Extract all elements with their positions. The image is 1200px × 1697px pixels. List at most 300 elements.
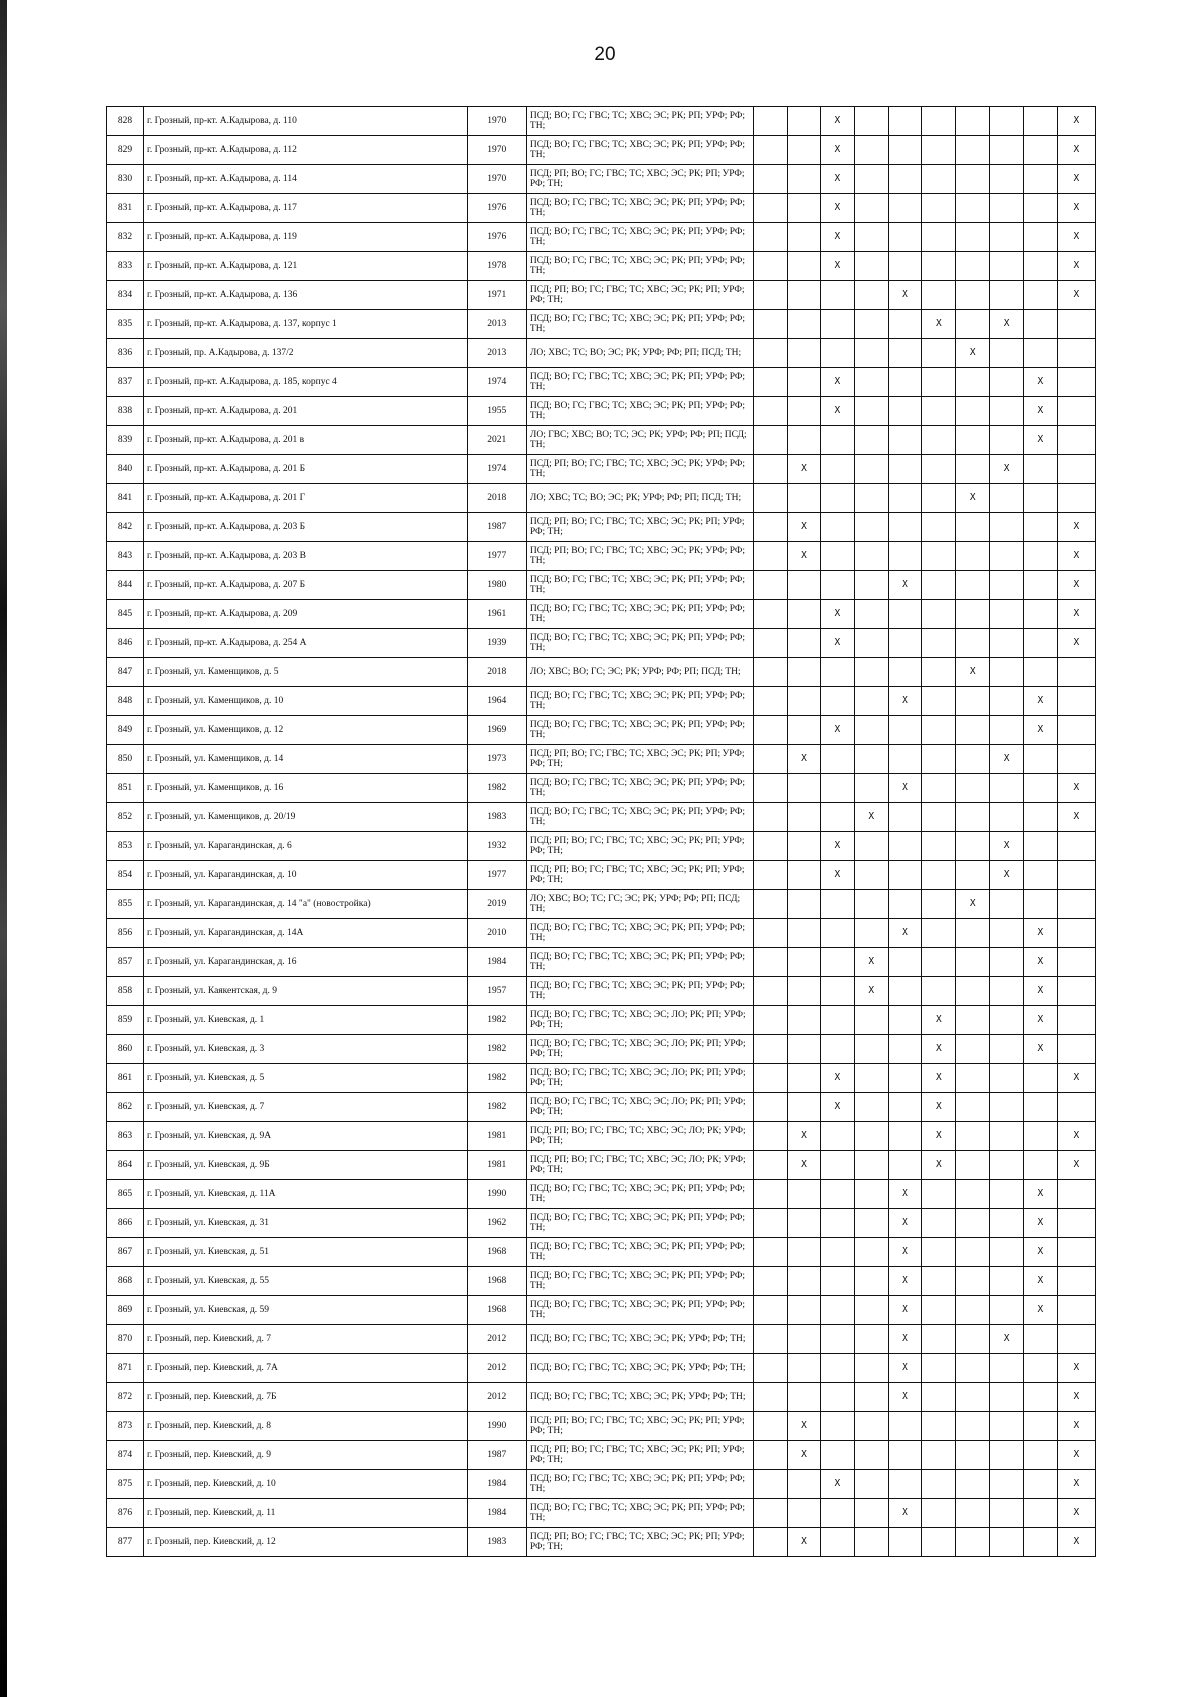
period-mark-cell <box>922 890 956 919</box>
period-mark-cell: X <box>820 629 854 658</box>
period-mark-cell <box>888 977 922 1006</box>
period-mark-cell <box>820 484 854 513</box>
period-mark-cell: X <box>1024 1006 1058 1035</box>
table-row <box>107 542 1096 571</box>
period-mark-cell: X <box>820 107 854 136</box>
table-row <box>107 1209 1096 1238</box>
period-mark-cell: X <box>1024 1180 1058 1209</box>
table-row <box>107 281 1096 310</box>
works-list: ПСД; ВО; ГС; ГВС; ТС; ХВС; ЭС; РК; РП; УРФ; РФ; ТН; <box>526 629 753 658</box>
period-mark-cell <box>788 600 821 629</box>
address: г. Грозный, пр-кт. А.Кадырова, д. 117 <box>144 194 468 223</box>
period-mark-cell <box>788 136 821 165</box>
period-mark-cell <box>956 1528 990 1557</box>
period-mark-cell <box>754 1238 788 1267</box>
period-mark-cell <box>956 513 990 542</box>
period-mark-cell <box>956 310 990 339</box>
period-mark-cell: X <box>788 1151 821 1180</box>
period-mark-cell: X <box>1057 1499 1095 1528</box>
period-mark-cell <box>820 1412 854 1441</box>
period-mark-cell <box>820 1383 854 1412</box>
row-number: 830 <box>107 165 144 194</box>
period-mark-cell <box>854 1180 888 1209</box>
row-number: 875 <box>107 1470 144 1499</box>
period-mark-cell: X <box>1024 977 1058 1006</box>
year-built: 1984 <box>467 1470 526 1499</box>
address: г. Грозный, ул. Киевская, д. 3 <box>144 1035 468 1064</box>
period-mark-cell <box>888 745 922 774</box>
period-mark-cell <box>956 774 990 803</box>
period-mark-cell: X <box>922 1151 956 1180</box>
period-mark-cell <box>990 484 1024 513</box>
period-mark-cell <box>888 890 922 919</box>
period-mark-cell <box>922 977 956 1006</box>
period-mark-cell <box>854 1441 888 1470</box>
address: г. Грозный, пр-кт. А.Кадырова, д. 114 <box>144 165 468 194</box>
period-mark-cell <box>990 1528 1024 1557</box>
table-row <box>107 832 1096 861</box>
works-list: ПСД; РП; ВО; ГС; ГВС; ТС; ХВС; ЭС; РК; РП; УРФ; РФ; ТН; <box>526 1441 753 1470</box>
period-mark-cell <box>854 542 888 571</box>
period-mark-cell: X <box>888 919 922 948</box>
address: г. Грозный, ул. Карагандинская, д. 10 <box>144 861 468 890</box>
period-mark-cell <box>956 1122 990 1151</box>
address: г. Грозный, пр-кт. А.Кадырова, д. 119 <box>144 223 468 252</box>
works-list: ПСД; ВО; ГС; ГВС; ТС; ХВС; ЭС; РК; РП; УРФ; РФ; ТН; <box>526 368 753 397</box>
period-mark-cell <box>922 1296 956 1325</box>
housing-register-table <box>106 106 1096 1557</box>
period-mark-cell <box>754 629 788 658</box>
period-mark-cell <box>754 339 788 368</box>
period-mark-cell <box>820 890 854 919</box>
period-mark-cell <box>754 948 788 977</box>
table-row <box>107 658 1096 687</box>
period-mark-cell <box>754 832 788 861</box>
period-mark-cell <box>990 194 1024 223</box>
period-mark-cell: X <box>922 1035 956 1064</box>
address: г. Грозный, пр-кт. А.Кадырова, д. 201 <box>144 397 468 426</box>
period-mark-cell: X <box>820 861 854 890</box>
period-mark-cell <box>990 803 1024 832</box>
period-mark-cell <box>990 687 1024 716</box>
period-mark-cell <box>1057 861 1095 890</box>
row-number: 864 <box>107 1151 144 1180</box>
period-mark-cell <box>922 542 956 571</box>
period-mark-cell <box>1057 426 1095 455</box>
works-list: ПСД; ВО; ГС; ГВС; ТС; ХВС; ЭС; ЛО; РК; РП; УРФ; РФ; ТН; <box>526 1064 753 1093</box>
year-built: 1974 <box>467 368 526 397</box>
period-mark-cell <box>1024 861 1058 890</box>
table-row <box>107 165 1096 194</box>
table-row <box>107 716 1096 745</box>
scan-edge <box>0 0 7 1697</box>
period-mark-cell <box>1024 571 1058 600</box>
table-row <box>107 600 1096 629</box>
period-mark-cell <box>956 977 990 1006</box>
period-mark-cell <box>754 1383 788 1412</box>
period-mark-cell <box>1057 1209 1095 1238</box>
address: г. Грозный, ул. Карагандинская, д. 16 <box>144 948 468 977</box>
period-mark-cell <box>956 1354 990 1383</box>
period-mark-cell <box>922 629 956 658</box>
period-mark-cell <box>922 687 956 716</box>
period-mark-cell <box>820 687 854 716</box>
period-mark-cell <box>956 1035 990 1064</box>
period-mark-cell <box>990 1296 1024 1325</box>
works-list: ПСД; ВО; ГС; ГВС; ТС; ХВС; ЭС; РК; РП; УРФ; РФ; ТН; <box>526 977 753 1006</box>
period-mark-cell <box>990 368 1024 397</box>
table-row <box>107 513 1096 542</box>
year-built: 1932 <box>467 832 526 861</box>
row-number: 872 <box>107 1383 144 1412</box>
table-row <box>107 745 1096 774</box>
row-number: 842 <box>107 513 144 542</box>
table-row <box>107 1035 1096 1064</box>
period-mark-cell <box>820 571 854 600</box>
year-built: 1969 <box>467 716 526 745</box>
address: г. Грозный, ул. Каякентская, д. 9 <box>144 977 468 1006</box>
period-mark-cell <box>922 861 956 890</box>
address: г. Грозный, ул. Киевская, д. 1 <box>144 1006 468 1035</box>
period-mark-cell <box>754 600 788 629</box>
period-mark-cell <box>1057 455 1095 484</box>
period-mark-cell <box>956 832 990 861</box>
period-mark-cell <box>990 223 1024 252</box>
period-mark-cell <box>788 803 821 832</box>
period-mark-cell <box>854 194 888 223</box>
period-mark-cell <box>820 803 854 832</box>
period-mark-cell <box>888 1064 922 1093</box>
works-list: ПСД; РП; ВО; ГС; ГВС; ТС; ХВС; ЭС; РК; УРФ; РФ; ТН; <box>526 455 753 484</box>
period-mark-cell <box>754 716 788 745</box>
period-mark-cell <box>854 919 888 948</box>
period-mark-cell <box>990 339 1024 368</box>
year-built: 1962 <box>467 1209 526 1238</box>
row-number: 831 <box>107 194 144 223</box>
works-list: ПСД; ВО; ГС; ГВС; ТС; ХВС; ЭС; РК; РП; УРФ; РФ; ТН; <box>526 310 753 339</box>
period-mark-cell <box>788 774 821 803</box>
row-number: 843 <box>107 542 144 571</box>
period-mark-cell <box>754 1209 788 1238</box>
table-row <box>107 455 1096 484</box>
works-list: ПСД; РП; ВО; ГС; ГВС; ТС; ХВС; ЭС; РК; РП; УРФ; РФ; ТН; <box>526 832 753 861</box>
period-mark-cell <box>754 455 788 484</box>
period-mark-cell <box>788 223 821 252</box>
period-mark-cell <box>754 1528 788 1557</box>
row-number: 848 <box>107 687 144 716</box>
period-mark-cell <box>854 136 888 165</box>
period-mark-cell <box>956 1209 990 1238</box>
works-list: ПСД; РП; ВО; ГС; ГВС; ТС; ХВС; ЭС; РК; РП; УРФ; РФ; ТН; <box>526 745 753 774</box>
year-built: 1976 <box>467 194 526 223</box>
period-mark-cell <box>1024 658 1058 687</box>
period-mark-cell <box>922 1267 956 1296</box>
row-number: 849 <box>107 716 144 745</box>
table-row <box>107 397 1096 426</box>
row-number: 828 <box>107 107 144 136</box>
period-mark-cell <box>956 1180 990 1209</box>
period-mark-cell <box>922 455 956 484</box>
period-mark-cell <box>854 252 888 281</box>
period-mark-cell: X <box>888 1238 922 1267</box>
period-mark-cell <box>1024 1528 1058 1557</box>
table-row <box>107 1412 1096 1441</box>
works-list: ПСД; РП; ВО; ГС; ГВС; ТС; ХВС; ЭС; РК; УРФ; РФ; ТН; <box>526 542 753 571</box>
period-mark-cell <box>754 165 788 194</box>
period-mark-cell <box>1057 1296 1095 1325</box>
period-mark-cell <box>788 977 821 1006</box>
period-mark-cell: X <box>888 1209 922 1238</box>
period-mark-cell <box>922 745 956 774</box>
period-mark-cell <box>754 1122 788 1151</box>
year-built: 1990 <box>467 1180 526 1209</box>
period-mark-cell: X <box>1024 1238 1058 1267</box>
period-mark-cell <box>754 368 788 397</box>
period-mark-cell <box>888 339 922 368</box>
period-mark-cell <box>854 1064 888 1093</box>
works-list: ПСД; ВО; ГС; ГВС; ТС; ХВС; ЭС; РК; РП; УРФ; РФ; ТН; <box>526 687 753 716</box>
period-mark-cell <box>854 861 888 890</box>
row-number: 858 <box>107 977 144 1006</box>
period-mark-cell <box>754 919 788 948</box>
year-built: 1982 <box>467 774 526 803</box>
address: г. Грозный, ул. Каменщиков, д. 10 <box>144 687 468 716</box>
year-built: 1982 <box>467 1064 526 1093</box>
row-number: 859 <box>107 1006 144 1035</box>
period-mark-cell: X <box>854 948 888 977</box>
period-mark-cell <box>788 571 821 600</box>
period-mark-cell <box>820 1209 854 1238</box>
period-mark-cell: X <box>888 1296 922 1325</box>
period-mark-cell <box>854 571 888 600</box>
works-list: ПСД; ВО; ГС; ГВС; ТС; ХВС; ЭС; РК; РП; УРФ; РФ; ТН; <box>526 803 753 832</box>
period-mark-cell <box>956 223 990 252</box>
period-mark-cell: X <box>1024 1267 1058 1296</box>
period-mark-cell <box>788 339 821 368</box>
period-mark-cell <box>990 977 1024 1006</box>
works-list: ПСД; ВО; ГС; ГВС; ТС; ХВС; ЭС; РК; РП; УРФ; РФ; ТН; <box>526 716 753 745</box>
address: г. Грозный, ул. Киевская, д. 9А <box>144 1122 468 1151</box>
period-mark-cell: X <box>1057 803 1095 832</box>
period-mark-cell: X <box>1057 252 1095 281</box>
period-mark-cell: X <box>788 1528 821 1557</box>
table-row <box>107 861 1096 890</box>
address: г. Грозный, пр-кт. А.Кадырова, д. 112 <box>144 136 468 165</box>
year-built: 2012 <box>467 1383 526 1412</box>
period-mark-cell <box>754 1470 788 1499</box>
row-number: 853 <box>107 832 144 861</box>
address: г. Грозный, пер. Киевский, д. 10 <box>144 1470 468 1499</box>
period-mark-cell: X <box>888 687 922 716</box>
table-row <box>107 571 1096 600</box>
table-row <box>107 1151 1096 1180</box>
period-mark-cell: X <box>820 832 854 861</box>
period-mark-cell <box>820 1006 854 1035</box>
works-list: ПСД; ВО; ГС; ГВС; ТС; ХВС; ЭС; РК; РП; УРФ; РФ; ТН; <box>526 1296 753 1325</box>
period-mark-cell <box>1024 455 1058 484</box>
period-mark-cell <box>1057 745 1095 774</box>
year-built: 1970 <box>467 136 526 165</box>
period-mark-cell <box>888 368 922 397</box>
address: г. Грозный, ул. Киевская, д. 7 <box>144 1093 468 1122</box>
period-mark-cell <box>956 1412 990 1441</box>
works-list: ПСД; ВО; ГС; ГВС; ТС; ХВС; ЭС; РК; РП; УРФ; РФ; ТН; <box>526 1470 753 1499</box>
period-mark-cell <box>888 397 922 426</box>
period-mark-cell <box>1024 223 1058 252</box>
period-mark-cell <box>788 484 821 513</box>
period-mark-cell <box>956 571 990 600</box>
period-mark-cell <box>788 1296 821 1325</box>
row-number: 832 <box>107 223 144 252</box>
period-mark-cell <box>888 948 922 977</box>
row-number: 856 <box>107 919 144 948</box>
works-list: ПСД; РП; ВО; ГС; ГВС; ТС; ХВС; ЭС; РК; РП; УРФ; РФ; ТН; <box>526 513 753 542</box>
address: г. Грозный, пр-кт. А.Кадырова, д. 203 В <box>144 542 468 571</box>
period-mark-cell <box>956 281 990 310</box>
period-mark-cell: X <box>1057 1528 1095 1557</box>
period-mark-cell <box>956 1383 990 1412</box>
period-mark-cell <box>1024 803 1058 832</box>
period-mark-cell <box>1024 1441 1058 1470</box>
period-mark-cell: X <box>820 397 854 426</box>
period-mark-cell <box>820 339 854 368</box>
period-mark-cell <box>990 919 1024 948</box>
period-mark-cell <box>854 1354 888 1383</box>
period-mark-cell <box>854 310 888 339</box>
period-mark-cell <box>854 281 888 310</box>
period-mark-cell <box>754 803 788 832</box>
period-mark-cell: X <box>1024 426 1058 455</box>
period-mark-cell <box>956 1064 990 1093</box>
row-number: 835 <box>107 310 144 339</box>
period-mark-cell <box>956 455 990 484</box>
period-mark-cell <box>888 310 922 339</box>
period-mark-cell: X <box>788 1412 821 1441</box>
period-mark-cell <box>854 397 888 426</box>
period-mark-cell <box>854 745 888 774</box>
row-number: 845 <box>107 600 144 629</box>
period-mark-cell <box>1057 832 1095 861</box>
period-mark-cell <box>956 1325 990 1354</box>
period-mark-cell <box>1057 310 1095 339</box>
period-mark-cell <box>788 1006 821 1035</box>
period-mark-cell <box>754 484 788 513</box>
year-built: 1974 <box>467 455 526 484</box>
period-mark-cell <box>990 1209 1024 1238</box>
table-row <box>107 136 1096 165</box>
period-mark-cell <box>990 426 1024 455</box>
period-mark-cell: X <box>1057 281 1095 310</box>
period-mark-cell <box>956 861 990 890</box>
period-mark-cell: X <box>1057 165 1095 194</box>
period-mark-cell <box>1024 1093 1058 1122</box>
works-list: ПСД; ВО; ГС; ГВС; ТС; ХВС; ЭС; ЛО; РК; РП; УРФ; РФ; ТН; <box>526 1035 753 1064</box>
period-mark-cell <box>888 136 922 165</box>
period-mark-cell <box>990 1180 1024 1209</box>
period-mark-cell: X <box>820 136 854 165</box>
address: г. Грозный, ул. Каменщиков, д. 12 <box>144 716 468 745</box>
period-mark-cell <box>956 948 990 977</box>
year-built: 1982 <box>467 1093 526 1122</box>
period-mark-cell <box>888 1093 922 1122</box>
period-mark-cell <box>888 542 922 571</box>
year-built: 1987 <box>467 513 526 542</box>
address: г. Грозный, пр-кт. А.Кадырова, д. 110 <box>144 107 468 136</box>
period-mark-cell <box>956 368 990 397</box>
year-built: 1970 <box>467 107 526 136</box>
row-number: 854 <box>107 861 144 890</box>
period-mark-cell: X <box>820 1470 854 1499</box>
period-mark-cell <box>1024 136 1058 165</box>
address: г. Грозный, ул. Карагандинская, д. 14 "а" (новостройка) <box>144 890 468 919</box>
works-list: ЛО; ХВС; ВО; ТС; ГС; ЭС; РК; УРФ; РФ; РП; ПСД; ТН; <box>526 890 753 919</box>
period-mark-cell <box>1024 513 1058 542</box>
period-mark-cell <box>990 774 1024 803</box>
period-mark-cell <box>888 1035 922 1064</box>
period-mark-cell <box>1057 919 1095 948</box>
works-list: ПСД; РП; ВО; ГС; ГВС; ТС; ХВС; ЭС; ЛО; РК; УРФ; РФ; ТН; <box>526 1122 753 1151</box>
year-built: 1961 <box>467 600 526 629</box>
period-mark-cell <box>754 542 788 571</box>
works-list: ПСД; ВО; ГС; ГВС; ТС; ХВС; ЭС; РК; РП; УРФ; РФ; ТН; <box>526 252 753 281</box>
period-mark-cell <box>888 629 922 658</box>
period-mark-cell <box>888 165 922 194</box>
period-mark-cell <box>854 368 888 397</box>
period-mark-cell <box>754 194 788 223</box>
table-row <box>107 687 1096 716</box>
table-row <box>107 310 1096 339</box>
period-mark-cell <box>820 1296 854 1325</box>
period-mark-cell <box>820 745 854 774</box>
row-number: 834 <box>107 281 144 310</box>
period-mark-cell <box>788 716 821 745</box>
period-mark-cell <box>1024 600 1058 629</box>
period-mark-cell: X <box>956 890 990 919</box>
period-mark-cell: X <box>854 977 888 1006</box>
period-mark-cell: X <box>854 803 888 832</box>
period-mark-cell: X <box>888 1325 922 1354</box>
period-mark-cell <box>990 1499 1024 1528</box>
period-mark-cell <box>854 484 888 513</box>
works-list: ЛО; ГВС; ХВС; ВО; ТС; ЭС; РК; УРФ; РФ; РП; ПСД; ТН; <box>526 426 753 455</box>
period-mark-cell <box>922 1325 956 1354</box>
period-mark-cell <box>1024 832 1058 861</box>
year-built: 1977 <box>467 542 526 571</box>
period-mark-cell <box>820 919 854 948</box>
period-mark-cell <box>956 687 990 716</box>
period-mark-cell: X <box>888 774 922 803</box>
year-built: 1964 <box>467 687 526 716</box>
period-mark-cell <box>788 629 821 658</box>
period-mark-cell: X <box>820 600 854 629</box>
period-mark-cell <box>888 716 922 745</box>
address: г. Грозный, пр-кт. А.Кадырова, д. 201 Б <box>144 455 468 484</box>
row-number: 873 <box>107 1412 144 1441</box>
period-mark-cell <box>922 136 956 165</box>
period-mark-cell <box>788 1064 821 1093</box>
period-mark-cell <box>922 1383 956 1412</box>
period-mark-cell <box>788 687 821 716</box>
period-mark-cell <box>854 687 888 716</box>
period-mark-cell: X <box>922 1093 956 1122</box>
year-built: 1976 <box>467 223 526 252</box>
period-mark-cell <box>854 1528 888 1557</box>
period-mark-cell <box>788 368 821 397</box>
address: г. Грозный, ул. Карагандинская, д. 14А <box>144 919 468 948</box>
works-list: ПСД; ВО; ГС; ГВС; ТС; ХВС; ЭС; РК; РП; УРФ; РФ; ТН; <box>526 194 753 223</box>
period-mark-cell <box>1057 484 1095 513</box>
period-mark-cell <box>990 136 1024 165</box>
